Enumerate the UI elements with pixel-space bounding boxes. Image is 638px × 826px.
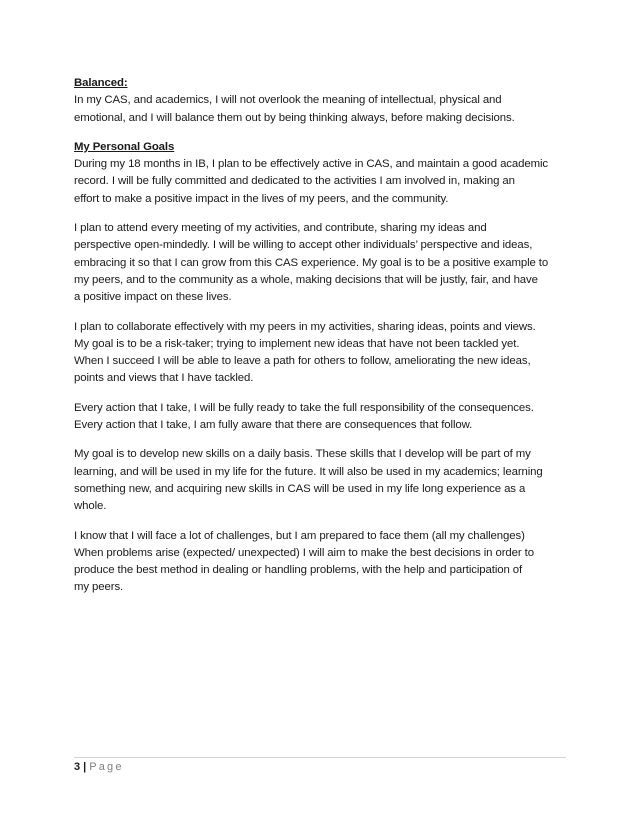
goals-paragraph-1 [74, 156, 574, 208]
spacer [74, 208, 574, 220]
page-label: Page [89, 761, 124, 773]
spacer [74, 127, 574, 139]
spacer [74, 307, 574, 319]
text-line: whole. [74, 500, 107, 513]
text-line: My goal is to develop new skills on a daily basis. These skills that I develop will be part of my [74, 448, 531, 461]
text-line: Every action that I take, I am fully aware that there are consequences that follow. [74, 419, 473, 432]
page-body [74, 75, 574, 597]
goals-paragraph-6 [74, 528, 574, 597]
spacer [74, 516, 574, 528]
text-line: I plan to collaborate effectively with my peers in my activities, sharing ideas, points and views. [74, 320, 536, 333]
personal-goals-heading: My Personal Goals [74, 140, 175, 153]
spacer [74, 388, 574, 400]
text-line: When I succeed I will be able to leave a path for others to follow, ameliorating the new ideas, [74, 355, 531, 368]
page-footer [74, 760, 124, 774]
text-line: Every action that I take, I will be fully ready to take the full responsibility of the consequences. [74, 401, 534, 414]
page-number: 3 [74, 761, 81, 773]
balanced-paragraph [74, 92, 574, 127]
text-line: produce the best method in dealing or handling problems, with the help and participation of [74, 564, 523, 577]
text-line: I know that I will face a lot of challenges, but I am prepared to face them (all my challenges) [74, 529, 525, 542]
text-line: effort to make a positive impact in the lives of my peers, and the community. [74, 192, 449, 205]
text-line: a positive impact on these lives. [74, 291, 232, 304]
goals-paragraph-3 [74, 319, 574, 388]
text-line: emotional, and I will balance them out by being thinking always, before making decisions. [74, 111, 515, 124]
text-line: record. I will be fully committed and dedicated to the activities I am involved in, making an [74, 175, 515, 188]
footer-divider [74, 757, 566, 758]
balanced-heading: Balanced: [74, 77, 128, 89]
text-line: points and views that I have tackled. [74, 372, 254, 385]
footer-separator: | [83, 761, 87, 773]
text-line: I plan to attend every meeting of my activities, and contribute, sharing my ideas and [74, 222, 487, 235]
text-line: learning, and will be used in my life for the future. It will also be used in my academics; learning [74, 465, 543, 478]
spacer [74, 434, 574, 446]
text-line: My goal is to be a risk-taker; trying to implement new ideas that have not been tackled yet. [74, 337, 520, 350]
goals-paragraph-2 [74, 220, 574, 306]
text-line: embracing it so that I can grow from this CAS experience. My goal is to be a positive example to [74, 256, 549, 269]
text-line: something new, and acquiring new skills in CAS will be used in my life long experience as a [74, 482, 526, 495]
text-line: When problems arise (expected/ unexpected) I will aim to make the best decisions in order to [74, 546, 534, 559]
text-line: my peers. [74, 581, 124, 594]
goals-paragraph-5 [74, 446, 574, 515]
text-line: perspective open-mindedly. I will be willing to accept other individuals’ perspective and ideas, [74, 239, 533, 252]
text-line: my peers, and to the community as a whole, making decisions that will be justly, fair, and have [74, 273, 538, 286]
text-line: In my CAS, and academics, I will not overlook the meaning of intellectual, physical and [74, 94, 502, 107]
text-line: During my 18 months in IB, I plan to be effectively active in CAS, and maintain a good academic [74, 158, 549, 171]
goals-paragraph-4 [74, 400, 574, 435]
